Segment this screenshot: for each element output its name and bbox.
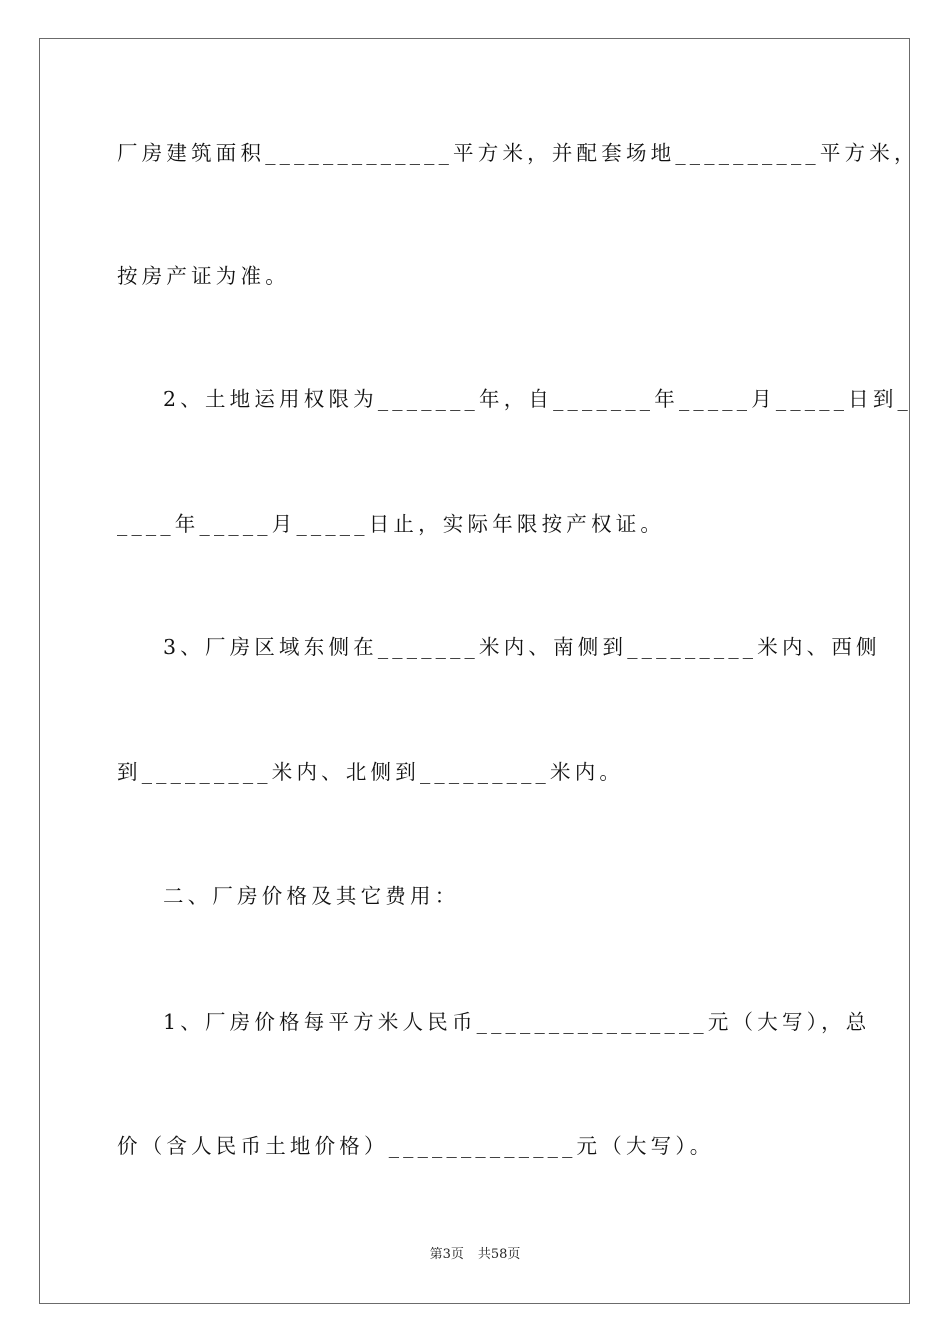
page-footer <box>0 1248 950 1261</box>
page-number-total: 共58页 <box>477 1247 521 1262</box>
text-line-unit-price: 1、厂房价格每平方米人民币________________元（大写），总 <box>163 1010 871 1034</box>
text-line-land-use-term: 2、土地运用权限为_______年，自_______年_____月_____日到_ <box>163 387 912 411</box>
text-line-floor-area: 厂房建筑面积_____________平方米，并配套场地__________平方米， <box>117 141 919 165</box>
page-border <box>39 38 910 1304</box>
text-line-boundaries-north: 到_________米内、北侧到_________米内。 <box>117 760 625 784</box>
text-line-total-price: 价（含人民币土地价格）_____________元（大写）。 <box>117 1134 715 1158</box>
text-line-land-use-end: ____年_____月_____日止，实际年限按产权证。 <box>117 512 666 536</box>
text-line-boundaries-east-south-west: 3、厂房区域东侧在_______米内、南侧到_________米内、西侧 <box>163 635 881 659</box>
page-number-current: 第3页 <box>429 1247 464 1262</box>
section-heading-price-fees: 二、厂房价格及其它费用： <box>163 884 460 908</box>
text-line-property-cert: 按房产证为准。 <box>117 264 290 288</box>
